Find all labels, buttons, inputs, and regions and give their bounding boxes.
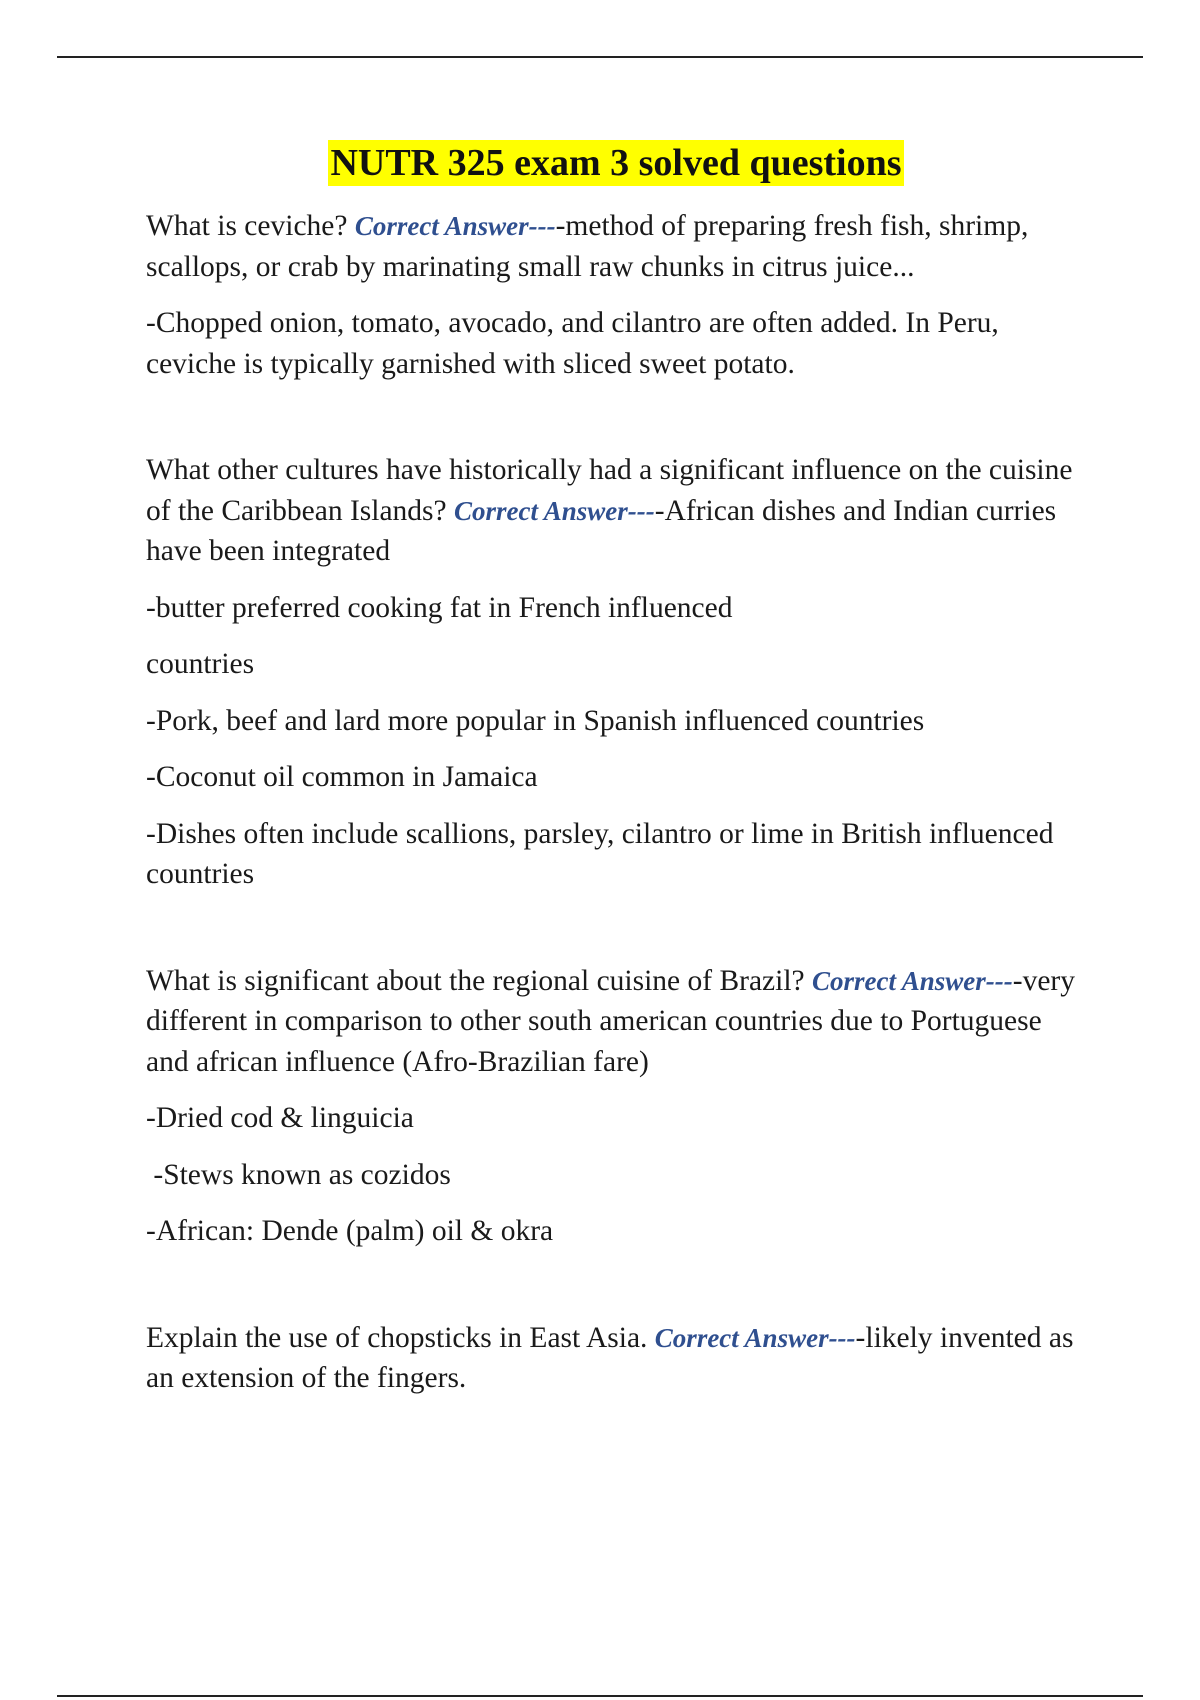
- bottom-rule: [57, 1695, 1143, 1697]
- question-text: Explain the use of chopsticks in East Asia.: [146, 1321, 648, 1354]
- correct-answer-label: Correct Answer---: [812, 965, 1013, 996]
- answer-text: -African dishes and Indian curries have been integrated: [146, 494, 1057, 567]
- qa-item: [146, 1318, 1086, 1399]
- qa-item: [146, 206, 1086, 287]
- top-rule: [57, 56, 1143, 58]
- qa-item: [146, 450, 1086, 572]
- answer-note: -Coconut oil common in Jamaica: [146, 761, 538, 793]
- question-text: What is ceviche?: [146, 210, 348, 242]
- answer-note: countries: [146, 648, 255, 680]
- document-body: [146, 140, 1086, 1415]
- answer-note: -Dried cod & linguicia: [146, 1102, 414, 1134]
- correct-answer-label: Correct Answer---: [354, 211, 556, 241]
- correct-answer-label: Correct Answer---: [454, 495, 655, 526]
- correct-answer-label: Correct Answer---: [654, 1322, 856, 1353]
- qa-item: [146, 961, 1086, 1083]
- spacer: [146, 1268, 1086, 1318]
- answer-note: -Stews known as cozidos: [146, 1158, 451, 1191]
- answer-note: -Chopped onion, tomato, avocado, and cilantro are often added. In Peru, ceviche is typically garnished with sliced sweet potato.: [146, 307, 999, 380]
- page-title: NUTR 325 exam 3 solved questions: [330, 142, 902, 184]
- answer-note: -African: Dende (palm) oil & okra: [146, 1215, 554, 1247]
- answer-text: -method of preparing fresh fish, shrimp, scallops, or crab by marinating small raw chunks in citrus juice...: [146, 210, 1029, 283]
- question-text: What is significant about the regional cuisine of Brazil?: [146, 964, 805, 997]
- answer-text: -likely invented as an extension of the fingers.: [146, 1321, 1074, 1394]
- answer-note: -Pork, beef and lard more popular in Spanish influenced countries: [146, 704, 925, 737]
- answer-note: -Dishes often include scallions, parsley, cilantro or lime in British influenced countries: [146, 817, 1054, 890]
- answer-text: -very different in comparison to other south american countries due to Portuguese and african influence (Afro-Brazilian fare): [146, 964, 1075, 1078]
- spacer: [146, 911, 1086, 961]
- question-text: What other cultures have historically had a significant influence on the cuisine of the Caribbean Islands?: [146, 454, 1073, 527]
- spacer: [146, 400, 1086, 450]
- answer-note: -butter preferred cooking fat in French influenced: [146, 591, 733, 624]
- title-wrap: [146, 140, 1086, 186]
